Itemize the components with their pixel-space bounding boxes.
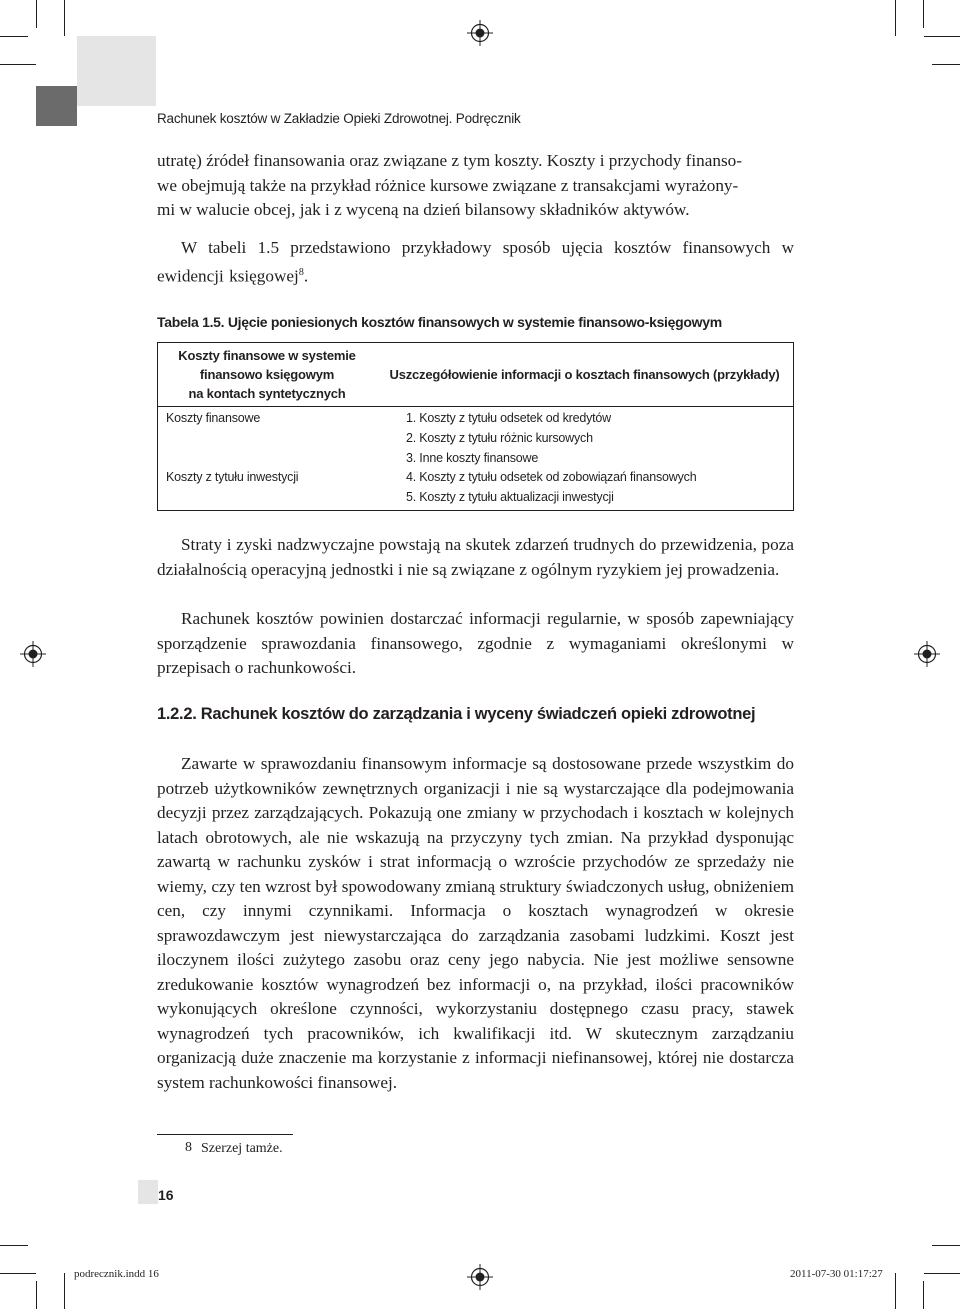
slug-filename: podrecznik.indd 16 [74, 1268, 159, 1280]
crop-mark [0, 1245, 28, 1246]
slug-timestamp: 2011-07-30 01:17:27 [790, 1268, 883, 1280]
text-line: utratę) źródeł finansowania oraz związane z tym koszty. Koszty i przychody finanso- [157, 151, 742, 170]
sentence-end: . [303, 266, 309, 286]
table-row [158, 407, 794, 469]
table-row [158, 468, 794, 510]
crop-mark [923, 1281, 924, 1309]
header-line: na kontach syntetycznych [188, 386, 346, 401]
registration-mark-icon [20, 641, 46, 667]
crop-mark [0, 36, 28, 37]
header-cell-details: Uszczegółowienie informacji o kosztach finansowych (przykłady) [376, 343, 794, 407]
group-items-investment-costs [376, 468, 794, 510]
crop-mark [895, 1273, 896, 1309]
crop-mark [64, 0, 65, 36]
footnote-mark: 8 [298, 266, 304, 278]
crop-mark [0, 1273, 36, 1274]
cell-text: Koszty finansowe [166, 411, 261, 425]
footnote-text: Szerzej tamże. [201, 1141, 283, 1156]
paragraph-cost-accounting: Rachunek kosztów powinien dostarczać informacji regularnie, w sposób zapewniający sporządzenie sprawozdania finansowego, zgodnie z wymaganiami określonymi w przepisach o rachunkowości. [157, 609, 794, 677]
group-label-investment-costs [158, 468, 377, 510]
table-caption: Tabela 1.5. Ujęcie poniesionych kosztów finansowych w systemie finansowo-księgowym [157, 314, 722, 330]
crop-mark [923, 0, 924, 28]
financial-costs-table [157, 342, 794, 511]
header-decor-dark [36, 86, 77, 126]
section-heading: 1.2.2. Rachunek kosztów do zarządzania i wyceny świadczeń opieki zdrowotnej [157, 705, 756, 723]
list-item: 3. Inne koszty finansowe [406, 450, 539, 465]
table-reference-text: W tabeli 1.5 przedstawiono przykładowy sposób ujęcia kosztów finansowych w ewidencji księgowej [157, 238, 794, 286]
crop-mark [36, 1281, 37, 1309]
group-items-financial-costs [376, 407, 794, 469]
text-line: mi w walucie obcej, jak i z wyceną na dzień bilansowy składników aktywów. [157, 200, 690, 219]
list-item: 1. Koszty z tytułu odsetek od kredytów [406, 411, 612, 425]
header-line: Koszty finansowe w systemie [178, 348, 356, 363]
list-item: 2. Koszty z tytułu różnic kursowych [406, 430, 593, 445]
header-line: finansowo księgowym [199, 367, 335, 382]
crop-mark [924, 36, 960, 37]
registration-mark-icon [914, 641, 940, 667]
crop-mark [0, 64, 36, 65]
intro-paragraph [157, 149, 794, 223]
footnote-number: 8 [185, 1140, 192, 1155]
list-item: 5. Koszty z tytułu aktualizacji inwestycji [406, 490, 614, 505]
group-label-financial-costs [158, 407, 377, 469]
crop-mark [64, 1273, 65, 1309]
header-cell-accounts [158, 343, 377, 407]
registration-mark-icon [467, 1264, 493, 1290]
footnote-rule [157, 1134, 293, 1135]
crop-mark [932, 1245, 960, 1246]
crop-mark [924, 1273, 960, 1274]
text-line: we obejmują także na przykład różnice kursowe związane z transakcjami wyrażony- [157, 175, 739, 195]
table-reference-paragraph [157, 236, 794, 289]
registration-mark-icon [467, 20, 493, 46]
running-head: Rachunek kosztów w Zakładzie Opieki Zdrowotnej. Podręcznik [157, 111, 521, 126]
crop-mark [895, 0, 896, 36]
paragraph-extraordinary: Straty i zyski nadzwyczajne powstają na skutek zdarzeń trudnych do przewidzenia, poza działalnością operacyjną jednostki i nie są związane z ogólnym ryzykiem jej prowadzenia. [157, 535, 794, 579]
page-number-tab [138, 1180, 158, 1204]
cell-text: Koszty z tytułu inwestycji [166, 470, 299, 485]
paragraph-management: Zawarte w sprawozdaniu finansowym informacje są dostosowane przede wszystkim do potrzeb użytkowników zewnętrznych organizacji i nie są wystarczające dla podejmowania decyzji przez zarządzających. Pokazują one zmiany w przychodach i kosztach w kolejnych latach obrotowych, ale nie wskazują na przyczyny tych zmian. Na przykład dysponując zawartą w rachunku zysków i strat informacją o wzroście przychodów ze sprzedaży nie wiemy, czy ten wzrost był spowodowany zmianą struktury świadczonych usług, obniżeniem cen, czy innymi czynnikami. Informacja o kosztach wynagrodzeń w okresie sprawozdawczym jest niewystarczająca do zarządzania zasobami ludzkimi. Koszt jest iloczynem ilości zużytego zasobu oraz ceny jego nabycia. Nie jest możliwe sensowne zredukowanie kosztów wynagrodzeń bez informacji o, na przykład, ilości pracowników wykonujących określone czynności, wykorzystaniu dostępnego czasu pracy, stawek wynagrodzeń tych pracowników, ich kwalifikacji itd. W skutecznym zarządzaniu organizacją duże znaczenie ma korzystanie z informacji niefinansowej, której nie dostarcza system rachunkowości finansowej. [157, 754, 794, 1092]
crop-mark [36, 0, 37, 28]
header-decor-light [77, 36, 156, 106]
page-number: 16 [158, 1187, 174, 1203]
crop-mark [932, 64, 960, 65]
table-header-row [158, 343, 794, 407]
list-item: 4. Koszty z tytułu odsetek od zobowiązań finansowych [406, 470, 697, 485]
